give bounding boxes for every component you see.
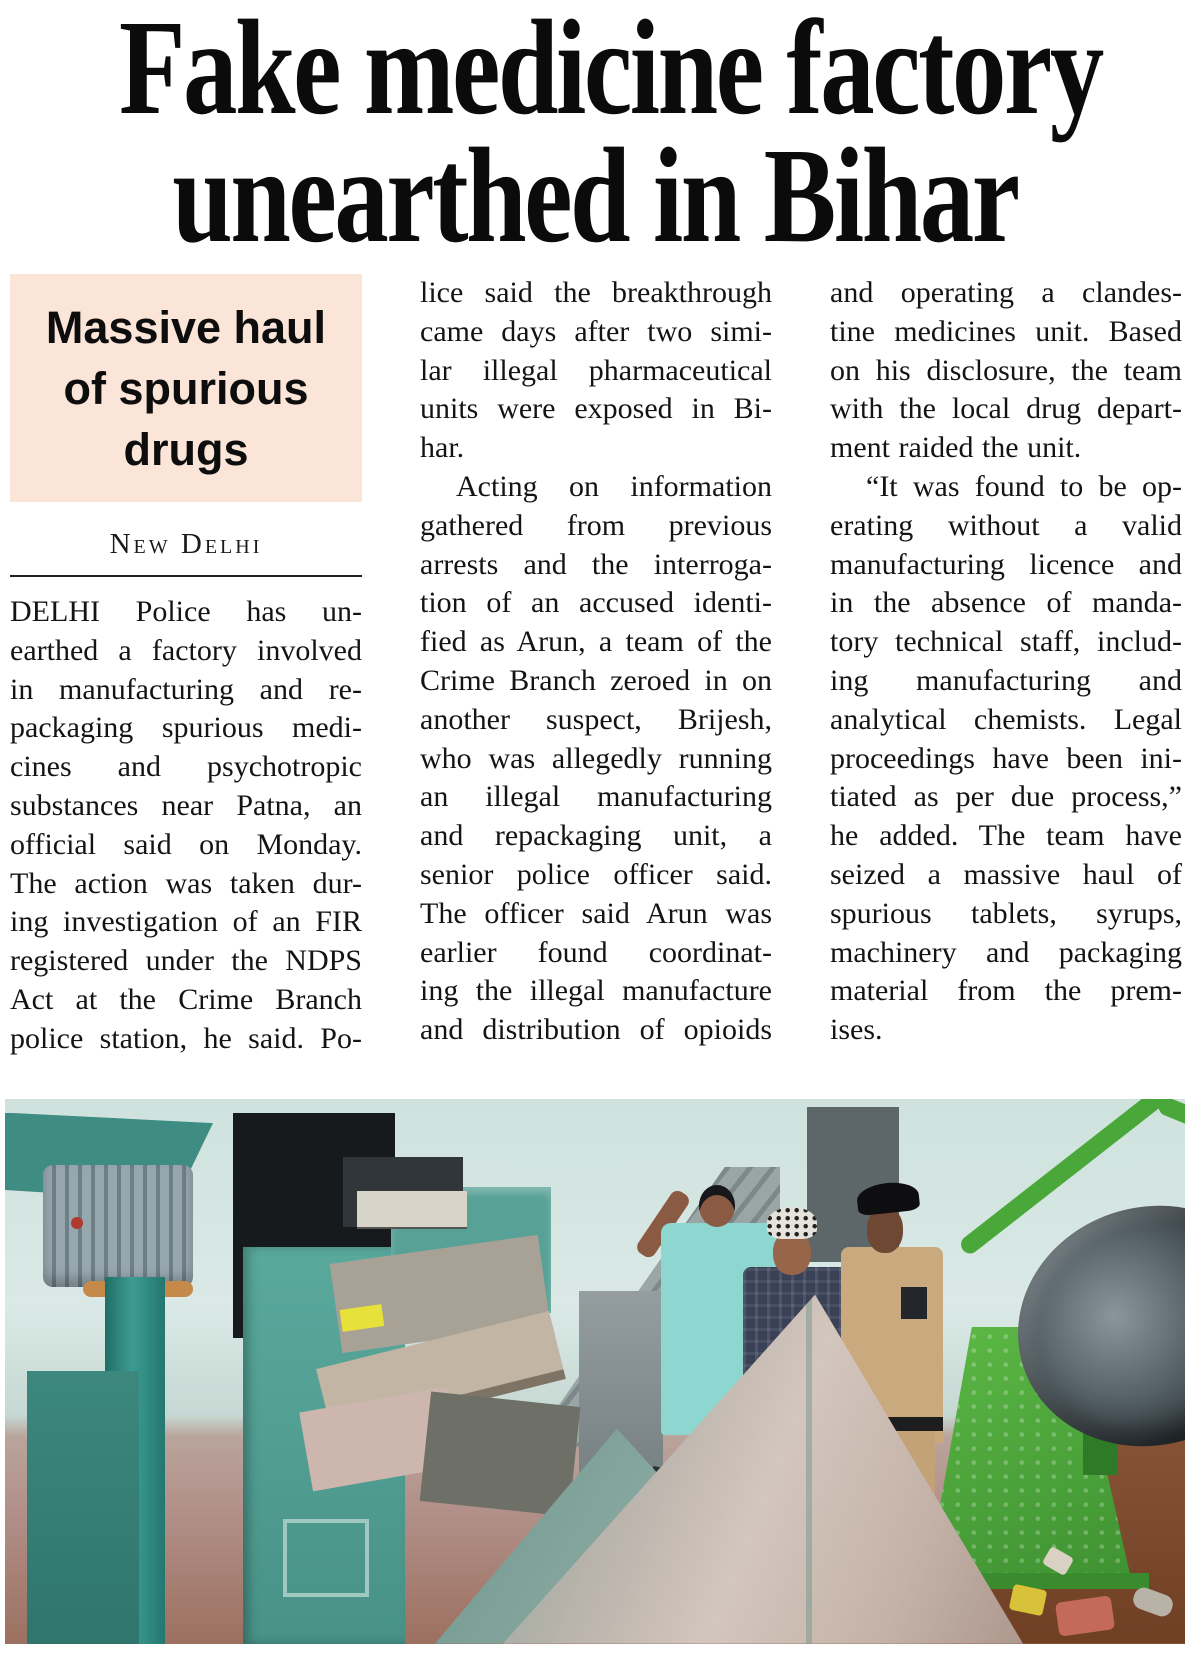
body-line: Acting on information [456, 469, 772, 503]
body-line: proceedings have been ini- [830, 741, 1182, 775]
body-line: DELHI Police has un- [10, 595, 362, 628]
dateline-rule [10, 575, 362, 577]
column-2-text [420, 274, 772, 1050]
body-line: and operating a clandes- [830, 276, 1182, 309]
photo-blister-machine-part [357, 1191, 467, 1227]
photo-debris-red [1055, 1595, 1115, 1636]
body-line: har. [420, 431, 465, 465]
body-line: units were exposed in Bi- [420, 392, 772, 426]
photo-man-checked-cap [767, 1207, 817, 1239]
body-line: official said on Monday. [10, 827, 362, 861]
headline-line-1: Fake medicine factory [119, 0, 1102, 143]
column-3 [830, 274, 1182, 1059]
body-line: another suspect, Brijesh, [420, 702, 772, 736]
body-line: “It was found to be op- [866, 469, 1182, 503]
body-line: came days after two simi- [420, 314, 772, 348]
body-line: and distribution of opioids [420, 1013, 772, 1047]
subhead-box [10, 274, 362, 502]
column-1 [10, 274, 362, 1059]
body-line: and repackaging unit, a [420, 819, 772, 853]
photo-blister-machine-part [420, 1391, 581, 1516]
photo-left-machine [27, 1371, 139, 1644]
body-line: analytical chemists. Legal [830, 702, 1182, 736]
body-line: gathered from previous [420, 508, 772, 542]
body-line: ing the illegal manufacture [420, 974, 772, 1008]
body-line: ment raided the unit. [830, 431, 1082, 465]
photo-green-machine-arm [1156, 1099, 1185, 1157]
body-line: lice said the breakthrough [420, 276, 772, 309]
subhead: Massive haul of spurious drugs [45, 301, 327, 475]
body-line: The officer said Arun was [420, 896, 772, 930]
article-body [0, 260, 1190, 1059]
body-line: packaging spurious medi- [10, 711, 362, 745]
body-line: material from the prem- [830, 974, 1182, 1008]
body-line: cines and psychotropic [10, 750, 362, 784]
body-line: seized a massive haul of [830, 857, 1182, 891]
photo-man-blue-head [699, 1185, 735, 1227]
body-line: lar illegal pharmaceutical [420, 353, 772, 387]
photo-motor-dot [71, 1217, 83, 1229]
body-line: The action was taken dur- [10, 866, 362, 900]
photo-cabinet-door [283, 1519, 369, 1597]
body-line: in the absence of manda- [830, 586, 1182, 620]
body-line: Crime Branch zeroed in on [420, 663, 772, 697]
body-line: tiated as per due process,” [830, 780, 1182, 814]
photo-officer-badge [901, 1287, 927, 1319]
body-line: tine medicines unit. Based [830, 314, 1182, 348]
body-line: on his disclosure, the team [830, 353, 1182, 387]
body-line: police station, he said. Po- [10, 1021, 362, 1055]
body-line: earlier found coordinat- [420, 935, 772, 969]
body-line: an illegal manufacturing [420, 780, 772, 814]
body-line: he added. The team have [830, 819, 1182, 853]
column-3-text [830, 274, 1182, 1050]
dateline: New Delhi [109, 528, 263, 560]
body-line: with the local drug depart- [830, 392, 1182, 426]
body-line: arrests and the interroga- [420, 547, 772, 581]
body-line: earthed a factory involved [10, 633, 362, 667]
body-line: tion of an accused identi- [420, 586, 772, 620]
body-line: spurious tablets, syrups, [830, 896, 1182, 930]
factory-raid-photo [5, 1099, 1185, 1644]
body-line: who was allegedly running [420, 741, 772, 775]
body-line: substances near Patna, an [10, 788, 362, 822]
body-line: manufacturing licence and [830, 547, 1182, 581]
body-line: ing investigation of an FIR [10, 905, 362, 939]
body-line: fied as Arun, a team of the [420, 625, 772, 659]
body-line: in manufacturing and re- [10, 672, 362, 706]
body-line: machinery and packaging [830, 935, 1182, 969]
body-line: ises. [830, 1013, 883, 1047]
photo-motor [43, 1165, 193, 1287]
body-line: senior police officer said. [420, 857, 772, 891]
body-line: Act at the Crime Branch [10, 982, 362, 1016]
column-2 [420, 274, 772, 1059]
body-line: tory technical staff, includ- [830, 625, 1182, 659]
headline-line-2: unearthed in Bihar [172, 121, 1018, 271]
body-line: registered under the NDPS [10, 944, 362, 978]
column-1-text [10, 593, 362, 1059]
body-line: ing manufacturing and [830, 663, 1182, 697]
body-line: erating without a valid [830, 508, 1182, 542]
headline [119, 0, 1102, 271]
